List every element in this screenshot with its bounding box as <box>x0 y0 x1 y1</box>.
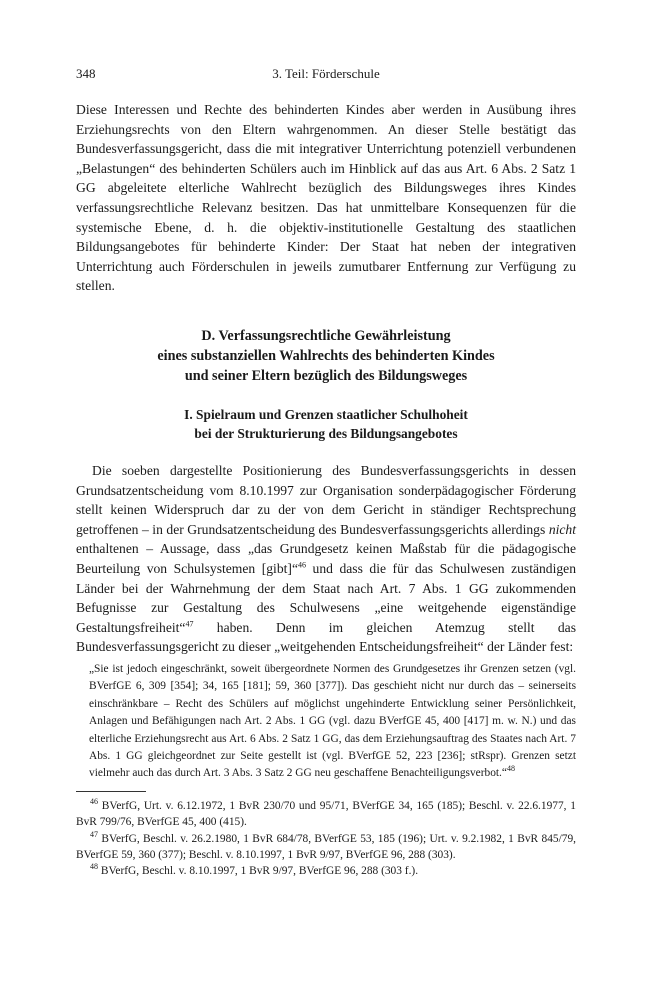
paragraph-2 <box>76 461 576 657</box>
paragraph-2-part-1: Die soeben dargestellte Positionierung des Bundesverfassungsgerichts in dessen Grundsatzentscheidung vom 8.10.1997 zur Organisation sonderpädagogischer Förderung stellt keinen Widerspruch dar zu der von dem Gericht in ständiger Rechtsprechung getroffenen – in der Grundsatzentscheidung des Bundesverfassungsgerichts allerdings <box>76 462 576 537</box>
section-heading-d <box>76 326 576 386</box>
paragraph-1: Diese Interessen und Rechte des behinderten Kindes aber werden in Ausübung ihres Erziehungsrechts von den Eltern wahrgenommen. An dieser Stelle bestätigt das Bundesverfassungsgericht, dass die mit integrativer Unterrichtung potenziell verbundenen „Belastungen“ des behinderten Schülers auch im Hinblick auf das aus Art. 6 Abs. 2 Satz 1 GG abgeleitete elterliche Wahlrecht bezüglich des Bildungsweges ihres Kindes verfassungsrechtliche Relevanz besitzen. Das hat unmittelbare Konsequenzen für die systemische Ebene, d. h. die objektiv-institutionelle Gestaltung des staatlichen Bildungsangebotes für behinderte Kinder: Der Staat hat neben der integrativen Unterrichtung auch Förderschulen in jeweils zumutbarer Entfernung zur Verfügung zu stellen. <box>76 102 576 294</box>
footnote-47 <box>76 831 576 864</box>
paragraph-2-part-4: haben. Denn im gleichen Atemzug stellt das Bundesverfassungsgericht zu dieser „weitgehenden Entscheidungsfreiheit“ der Länder fest: <box>76 619 577 655</box>
paragraph-2-part-3: und dass die für das Schulwesen zuständigen Länder bei der Wahrnehmung der dem Staat nach Art. 7 Abs. 1 GG zukommenden Befugnisse zur Gestaltung des Schulwesens „eine weitgehende eigenständige Gestaltungsfreiheit“ <box>76 560 577 635</box>
footnote-ref-47[interactable]: 47 <box>185 619 194 629</box>
quote-text: „Sie ist jedoch eingeschränkt, soweit übergeordnete Normen des Grundgesetzes ihr Grenzen setzen (vgl. BVerfGE 6, 309 [354]; 34, 165 [181]; 59, 360 [377]). Das geschieht nicht nur durch das – seinerseits einschränkbare – Recht des Schülers auf möglichst ungehinderte Entwicklung seiner Persönlichkeit, Anlagen und Befähigungen nach Art. 2 Abs. 1 GG (vgl. dazu BVerfGE 45, 400 [417] m. w. N.) und das elterliche Erziehungsrecht aus Art. 6 Abs. 2 Satz 1 GG, das dem Erziehungsauftrag des Staates nach Art. 7 Abs. 1 GG gleichgeordnet zur Seite gestellt ist (vgl. BVerfGE 52, 223 [236]; stRspr). Grenzen setzt vielmehr auch das durch Art. 3 Abs. 3 Satz 2 GG neu geschaffene Benachteiligungsverbot.“ <box>89 662 576 780</box>
footnote-number: 46 <box>90 796 98 806</box>
running-title: 3. Teil: Förderschule <box>272 66 380 81</box>
page-number: 348 <box>76 66 96 81</box>
footnote-46 <box>76 798 576 831</box>
paragraph-2-part-2: enthaltenen – Aussage, dass „das Grundgesetz keinen Maßstab für die pädagogische Beurteilung von Schulsystemen [gibt]“ <box>76 541 576 576</box>
footnote-text: BVerfG, Urt. v. 6.12.1972, 1 BvR 230/70 und 95/71, BVerfGE 34, 165 (185); Beschl. v. 22.6.1977, 1 BvR 799/76, BVerfGE 45, 400 (415). <box>76 799 576 829</box>
heading-i-line-2: bei der Strukturierung des Bildungsangebotes <box>194 425 458 441</box>
footnote-ref-46[interactable]: 46 <box>297 560 306 570</box>
footnote-text: BVerfG, Beschl. v. 26.2.1980, 1 BvR 684/78, BVerfGE 53, 185 (196); Urt. v. 9.2.1982, 1 BvR 845/79, BVerfGE 59, 360 (377); Beschl. v. 8.10.1997, 1 BvR 9/97, BVerfGE 96, 288 (303). <box>76 832 576 861</box>
footnote-number: 48 <box>90 862 98 872</box>
emphasis-nicht: nicht <box>548 521 576 537</box>
heading-d-line-3: und seiner Eltern bezüglich des Bildungsweges <box>184 367 468 384</box>
running-head <box>76 66 576 88</box>
footnotes <box>76 798 576 880</box>
footnote-48 <box>76 863 576 879</box>
book-page <box>76 66 576 880</box>
footnote-divider <box>76 791 146 792</box>
subsection-heading-i <box>76 405 576 443</box>
heading-d-line-2: eines substanziellen Wahlrechts des behinderten Kindes <box>157 347 495 364</box>
heading-d-line-1: D. Verfassungsrechtliche Gewährleistung <box>201 327 451 344</box>
heading-i-line-1: I. Spielraum und Grenzen staatlicher Schulhoheit <box>184 406 468 422</box>
footnote-number: 47 <box>90 829 98 839</box>
block-quote <box>89 661 576 783</box>
footnote-text: BVerfG, Beschl. v. 8.10.1997, 1 BvR 9/97, BVerfGE 96, 288 (303 f.). <box>100 865 419 878</box>
footnote-ref-48[interactable]: 48 <box>506 764 515 774</box>
